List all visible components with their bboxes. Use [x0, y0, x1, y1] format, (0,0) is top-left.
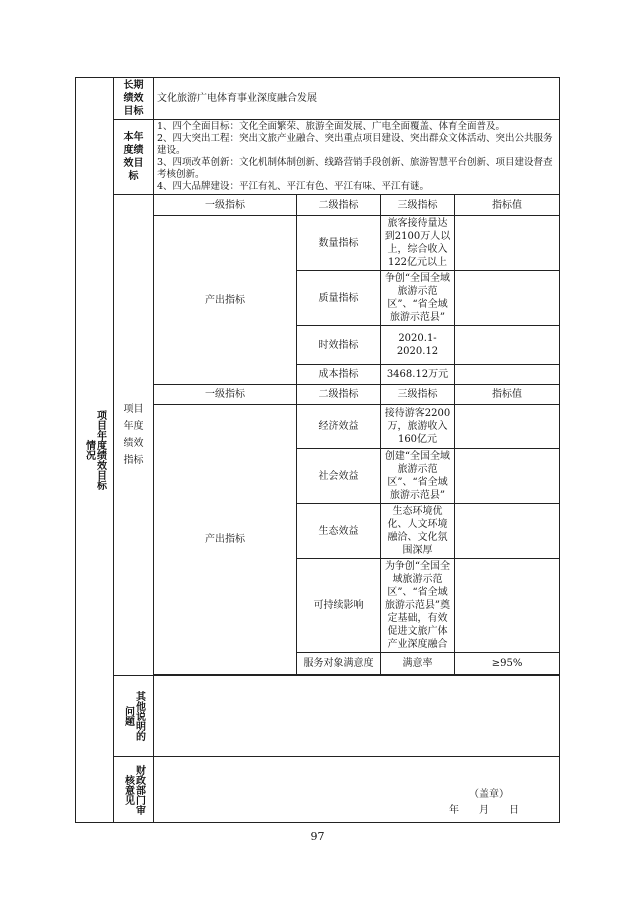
output-l3-timeliness: 2020.1-2020.12 — [381, 326, 455, 365]
benefit-l1: 产出指标 — [154, 405, 297, 675]
output-l2-quality: 质量指标 — [297, 271, 381, 326]
benefit-l3-sustainable: 为争创“全国全域旅游示范区”、“省全域旅游示范县”奠定基础，有效促进文旅广体产业深度融合 — [381, 559, 455, 653]
benefit-l2-sustainable: 可持续影响 — [297, 559, 381, 653]
annual-goal-4: 4、四大品牌建设：平江有礼、平江有色、平江有味、平江有谜。 — [157, 181, 430, 192]
output-l2-quantity: 数量指标 — [297, 216, 381, 271]
header2-val: 指标值 — [455, 385, 560, 405]
finance-value — [154, 757, 560, 823]
output-val-quantity — [455, 216, 560, 271]
other-label: 其他说明的问题 — [122, 691, 145, 741]
header-l3: 三级指标 — [381, 195, 455, 216]
indicators-label-cell — [114, 195, 154, 676]
annual-goal-1: 1、四个全面目标：文化全面繁荣、旅游全面发展、广电全面覆盖、体育全面普及。 — [157, 121, 506, 132]
header2-l2: 二级指标 — [297, 385, 381, 405]
benefit-val-economic — [455, 405, 560, 449]
header2-l1: 一级指标 — [154, 385, 297, 405]
performance-table — [75, 77, 560, 823]
page-number: 97 — [310, 830, 325, 843]
output-l1: 产出指标 — [154, 216, 297, 385]
header-l1: 一级指标 — [154, 195, 297, 216]
benefit-l3-social: 创建“全国全域旅游示范区”、“省全域旅游示范县” — [381, 449, 455, 504]
benefit-l3-satisfaction: 满意率 — [381, 653, 455, 675]
finance-label-cell — [114, 757, 154, 823]
date-text: 年 月 日 — [449, 805, 519, 816]
output-l3-quantity: 旅客接待量达到2100万人以上，综合收入122亿元以上 — [381, 216, 455, 271]
output-l2-timeliness: 时效指标 — [297, 326, 381, 365]
header-l2: 二级指标 — [297, 195, 381, 216]
other-value — [154, 676, 560, 757]
benefit-val-sustainable — [455, 559, 560, 653]
benefit-l2-social: 社会效益 — [297, 449, 381, 504]
long-term-value: 文化旅游广电体育事业深度融合发展 — [154, 78, 560, 120]
benefit-l3-ecological: 生态环境优化、人文环境融洽、文化氛围深厚 — [381, 504, 455, 559]
benefit-val-social — [455, 449, 560, 504]
annual-goal-2: 2、四大突出工程：突出文旅产业融合、突出重点项目建设、突出群众文体活动、突出公共服务建设。 — [157, 133, 553, 156]
output-val-cost — [455, 365, 560, 385]
benefit-val-satisfaction: ≥95% — [455, 653, 560, 675]
output-l3-quality: 争创“全国全域旅游示范区”、“省全域旅游示范县” — [381, 271, 455, 326]
indicators-label: 项目年度绩效指标 — [123, 404, 144, 466]
annual-label: 本年度绩效目标 — [114, 120, 154, 195]
annual-goal-3: 3、四项改革创新：文化机制体制创新、线路营销手段创新、旅游智慧平台创新、项目建设督查考核创新。 — [157, 157, 553, 180]
output-l2-cost: 成本指标 — [297, 365, 381, 385]
annual-goals — [154, 120, 560, 195]
output-val-timeliness — [455, 326, 560, 365]
benefit-l2-satisfaction: 服务对象满意度 — [297, 653, 381, 675]
output-val-quality — [455, 271, 560, 326]
output-l3-cost: 3468.12万元 — [381, 365, 455, 385]
outer-label-cell — [76, 78, 114, 823]
finance-label: 财政部门审核意见 — [122, 764, 145, 815]
benefit-val-ecological — [455, 504, 560, 559]
long-term-label: 长期绩效目标 — [114, 78, 154, 120]
benefit-l2-ecological: 生态效益 — [297, 504, 381, 559]
stamp-text: （盖章） — [469, 789, 509, 800]
header2-l3: 三级指标 — [381, 385, 455, 405]
benefit-l2-economic: 经济效益 — [297, 405, 381, 449]
outer-label: 项目年度绩效目标情况 — [83, 410, 106, 490]
other-label-cell — [114, 676, 154, 757]
benefit-l3-economic: 接待游客2200万，旅游收入160亿元 — [381, 405, 455, 449]
header-val: 指标值 — [455, 195, 560, 216]
